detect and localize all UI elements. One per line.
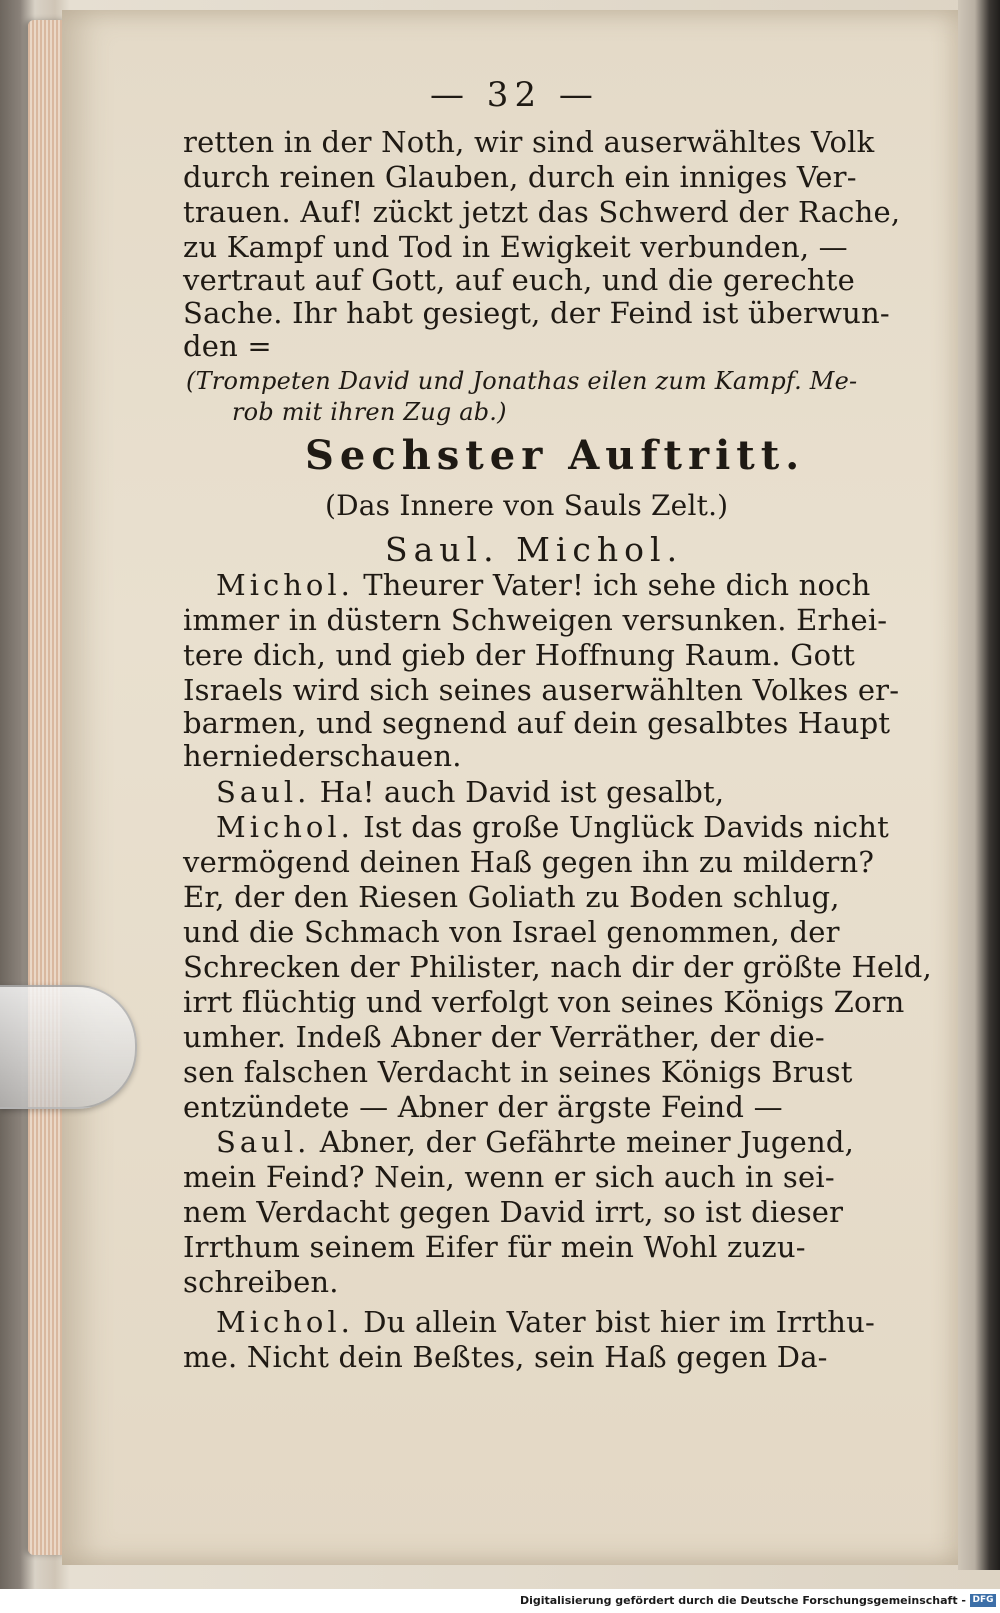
speaker-name: Michol. <box>216 568 354 602</box>
text-line: schreiben. <box>183 1265 339 1299</box>
speech-text: Ha! auch David ist gesalbt, <box>319 775 725 809</box>
speech-line <box>216 568 871 602</box>
speech-line <box>216 775 724 809</box>
dfg-logo: DFG <box>970 1594 996 1607</box>
speech-text: Ist das große Unglück Davids nicht <box>363 810 889 844</box>
text-line: durch reinen Glauben, durch ein inniges Ver- <box>183 160 857 194</box>
stage-direction: rob mit ihren Zug ab.) <box>232 398 507 426</box>
speaker-name: Saul. <box>216 1125 311 1159</box>
text-line: Israels wird sich seines auserwählten Volkes er- <box>183 673 900 707</box>
footer-credit: Digitalisierung gefördert durch die Deutsche Forschungsgemeinschaft - <box>519 1594 966 1607</box>
text-line: vermögend deinen Haß gegen ihn zu mildern? <box>183 845 875 879</box>
scene-heading: Sechster Auftritt. <box>305 432 806 479</box>
footer-bar <box>0 1589 1000 1613</box>
scene-persons: Saul. Michol. <box>385 530 684 569</box>
text-line: sen falschen Verdacht in seines Königs Brust <box>183 1055 853 1089</box>
page-number: — 32 — <box>430 75 599 115</box>
text-line: Sache. Ihr habt gesiegt, der Feind ist überwun- <box>183 296 890 330</box>
speech-line <box>216 1125 854 1159</box>
page-clip <box>0 985 137 1109</box>
text-line: mein Feind? Nein, wenn er sich auch in sei- <box>183 1160 835 1194</box>
text-line: Schrecken der Philister, nach dir der größte Held, <box>183 950 932 984</box>
text-line: nem Verdacht gegen David irrt, so ist dieser <box>183 1195 844 1229</box>
text-line: entzündete — Abner der ärgste Feind — <box>183 1090 783 1124</box>
text-line: Er, der den Riesen Goliath zu Boden schlug, <box>183 880 840 914</box>
text-line: trauen. Auf! zückt jetzt das Schwerd der Rache, <box>183 195 901 229</box>
text-line: barmen, und segnend auf dein gesalbtes Haupt <box>183 706 891 740</box>
speech-line <box>216 810 889 844</box>
text-line: und die Schmach von Israel genommen, der <box>183 915 840 949</box>
speech-text: Du allein Vater bist hier im Irrthu- <box>363 1305 876 1339</box>
text-line: immer in düstern Schweigen versunken. Erhei- <box>183 603 888 637</box>
stage-direction: (Trompeten David und Jonathas eilen zum Kampf. Me- <box>186 367 858 395</box>
text-line: retten in der Noth, wir sind auserwähltes Volk <box>183 125 875 159</box>
text-line: den = <box>183 329 272 363</box>
text-line: vertraut auf Gott, auf euch, und die gerechte <box>183 263 856 297</box>
text-line: Irrthum seinem Eifer für mein Wohl zuzu- <box>183 1230 806 1264</box>
scene-setting: (Das Innere von Sauls Zelt.) <box>325 489 729 522</box>
speech-text: Abner, der Gefährte meiner Jugend, <box>319 1125 855 1159</box>
book-gutter <box>958 0 1000 1570</box>
text-line: zu Kampf und Tod in Ewigkeit verbunden, — <box>183 230 848 264</box>
text-line: tere dich, und gieb der Hoffnung Raum. Gott <box>183 638 855 672</box>
text-line: me. Nicht dein Beßtes, sein Haß gegen Da- <box>183 1340 828 1374</box>
speech-line <box>216 1305 875 1339</box>
text-line: irrt flüchtig und verfolgt von seines Königs Zorn <box>183 985 905 1019</box>
text-line: umher. Indeß Abner der Verräther, der die- <box>183 1020 825 1054</box>
speaker-name: Michol. <box>216 810 354 844</box>
speaker-name: Michol. <box>216 1305 354 1339</box>
speaker-name: Saul. <box>216 775 311 809</box>
speech-text: Theurer Vater! ich sehe dich noch <box>363 568 871 602</box>
text-line: herniederschauen. <box>183 739 462 773</box>
